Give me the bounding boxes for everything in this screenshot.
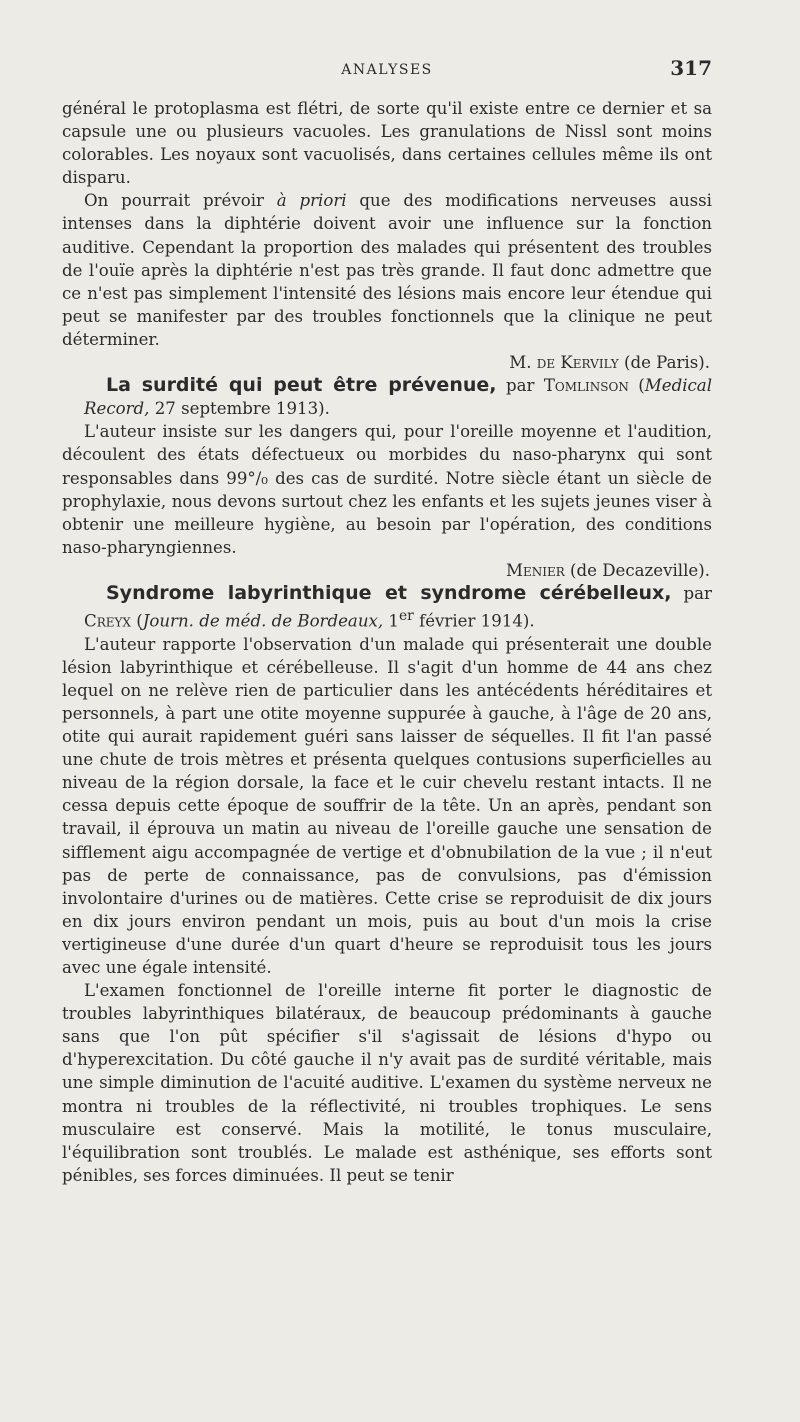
- article-heading-syndrome: [62, 582, 712, 633]
- body-text: [62, 97, 712, 1187]
- article-body-surdite: L'auteur insiste sur les dangers qui, pour l'oreille moyenne et l'audition, découlent des états défectueux ou morbides du naso-pharynx qui sont responsables dans 99°/₀ des cas de surdité. Notre siècle étant un siècle de prophylaxie, nous devons surtout chez les enfants et les sujets jeunes viser à obtenir une meilleure hygiène, au besoin par l'opération, des conditions naso-pharyngiennes.: [62, 422, 712, 557]
- page-header: [62, 56, 712, 86]
- article-title: La surdité qui peut être prévenue,: [106, 374, 497, 397]
- article-ref-open: (: [130, 611, 143, 631]
- article-ref-date: 1: [383, 611, 399, 631]
- article-by: par: [496, 376, 544, 396]
- article-heading-surdite: [62, 374, 712, 420]
- article-ref-date-sup: er: [399, 608, 414, 625]
- paragraph-text: que des modifications nerveuses aussi intenses dans la diphtérie doivent avoir une influence sur la fonction auditive. Cependant la proportion des malades qui présentent des troubles de l'ouïe après la diphtérie n'est pas très grande. Il faut donc admettre que ce n'est pas simplement l'intensité des lésions mais encore leur étendue qui peut se manifester par des troubles fonctionnels que la clinique ne peut déterminer.: [62, 191, 712, 349]
- signature-menier: [62, 559, 712, 582]
- running-title: ANALYSES: [341, 62, 433, 78]
- paragraph-diphtheria: [62, 189, 712, 351]
- signature-name: M. de Kervily: [509, 353, 619, 373]
- article-ref-open: (: [628, 376, 645, 396]
- article-ref-date: février 1914).: [413, 611, 535, 631]
- signature-place: (de Decazeville).: [564, 560, 710, 580]
- italic-phrase: à priori: [276, 191, 347, 211]
- signature-kervily: [62, 351, 712, 374]
- signature-name: Menier: [505, 560, 565, 580]
- article-author: Tomlinson: [543, 376, 629, 396]
- article-body-syndrome-2: L'examen fonctionnel de l'oreille interne fit porter le diagnostic de troubles labyrinthiques bilatéraux, de beaucoup prédominants à gauche sans que l'on pût spécifier s'il s'agissait de lésions d'hypo ou d'hyperexcitation. Du côté gauche il n'y avait pas de surdité véritable, mais une simple diminution de l'acuité auditive. L'examen du système nerveux ne montra ni troubles de la réflectivité, ni troubles trophiques. Le sens musculaire est conservé. Mais la motilité, le tonus musculaire, l'équilibration sont troublés. Le malade est asthénique, ses efforts sont pénibles, ses forces diminuées. Il peut se tenir: [62, 981, 712, 1185]
- article-body-syndrome-1: L'auteur rapporte l'observation d'un malade qui présenterait une double lésion labyrinthique et cérébelleuse. Il s'agit d'un homme de 44 ans chez lequel on ne relève rien de particulier dans les antécédents héréditaires et personnels, à part une otite moyenne suppurée à gauche, à l'âge de 20 ans, otite qui aurait rapidement guéri sans laisser de séquelles. Il fit l'an passé une chute de trois mètres et présenta quelques contusions superficielles au niveau de la région dorsale, la face et le cuir chevelu restant intacts. Il ne cessa depuis cette époque de souffrir de la tête. Un an après, pendant son travail, il éprouva un matin au niveau de l'oreille gauche une sensation de sifflement aigu accompagnée de vertige et d'obnubilation de la vue ; il n'eut pas de perte de connaissance, pas de convulsions, pas d'émission involontaire d'urines ou de matières. Cette crise se reproduisit de dix jours en dix jours environ pendant un mois, puis au bout d'un mois la crise vertigineuse d'une durée d'un quart d'heure se reproduisit tous les jours avec une égale intensité.: [62, 634, 712, 977]
- article-by: par: [671, 583, 712, 603]
- article-title: Syndrome labyrinthique et syndrome cérébelleux,: [106, 581, 672, 604]
- paragraph-text: On pourrait prévoir: [84, 191, 277, 211]
- article-ref-date: 27 septembre 1913).: [149, 399, 330, 419]
- page-number: 317: [670, 56, 712, 80]
- article-reference: Journ. de méd. de Bordeaux,: [142, 611, 384, 631]
- signature-place: (de Paris).: [618, 353, 710, 373]
- article-reference: Medical Record,: [84, 376, 712, 419]
- article-author: Creyx: [84, 611, 131, 631]
- paragraph-continued: général le protoplasma est flétri, de sorte qu'il existe entre ce dernier et sa capsule une ou plusieurs vacuoles. Les granulations de Nissl sont moins colorables. Les noyaux sont vacuolisés, dans certaines cellules même ils ont disparu.: [62, 99, 712, 188]
